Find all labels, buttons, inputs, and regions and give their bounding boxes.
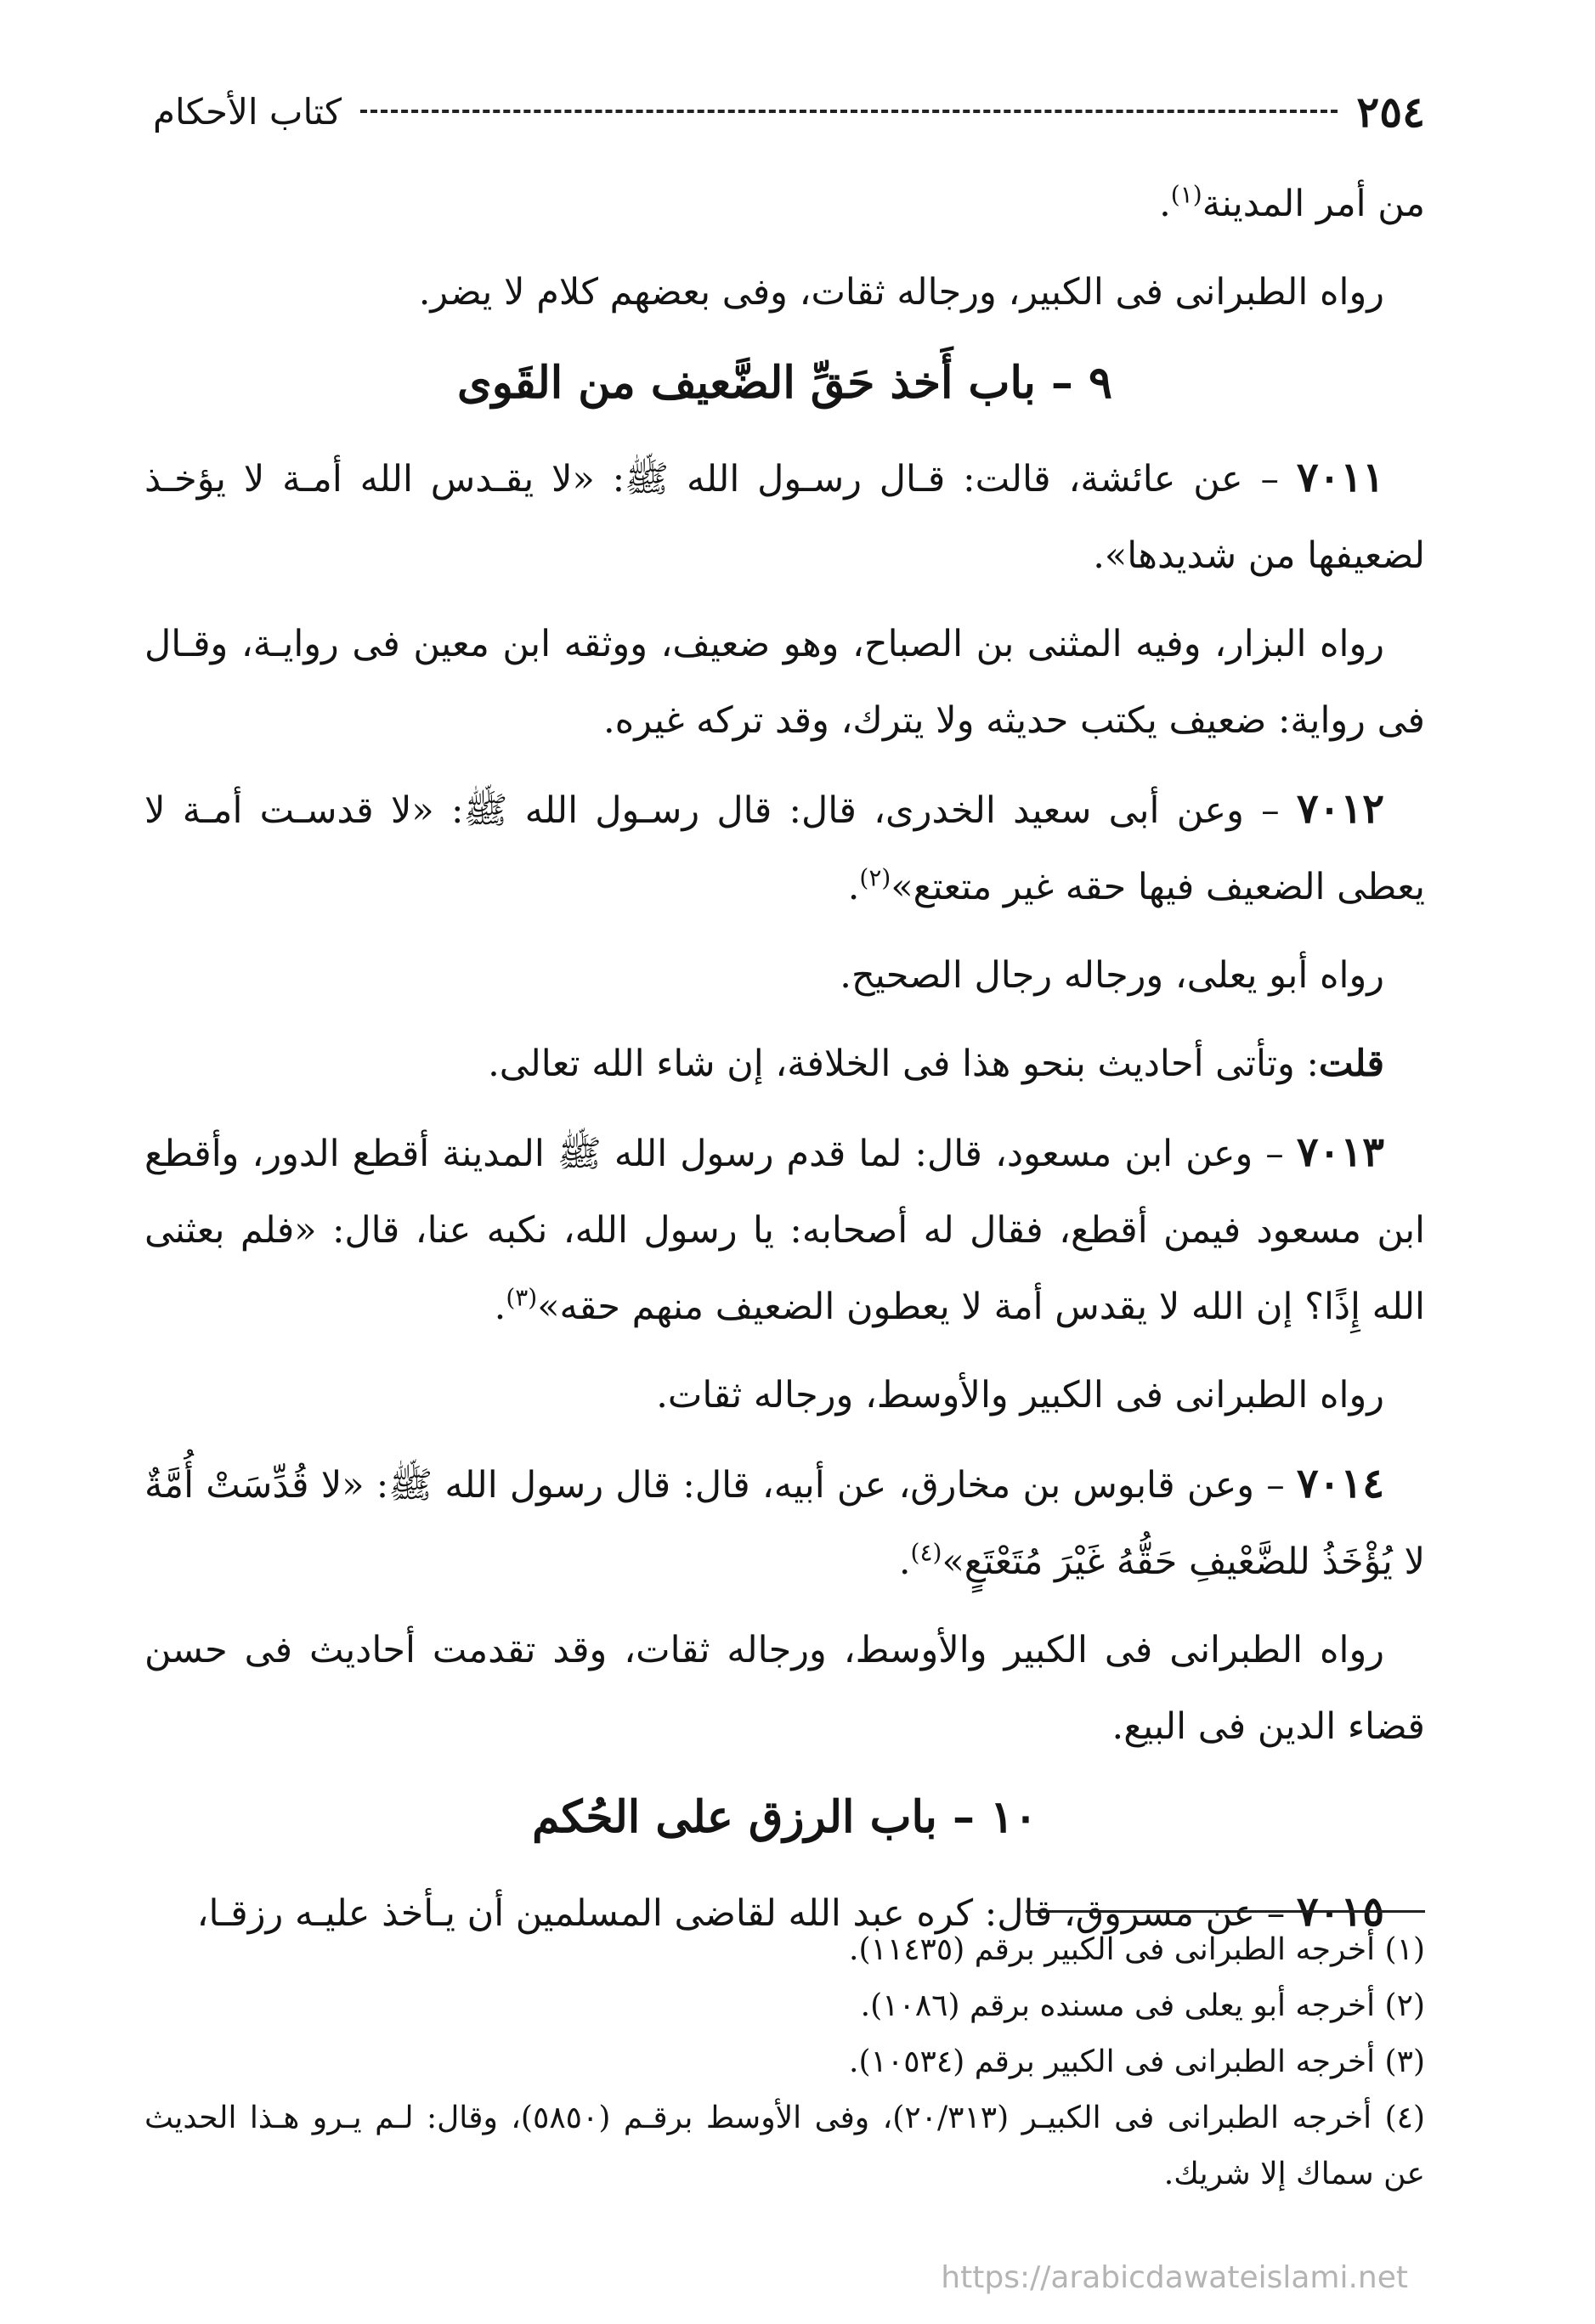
header-dashed-rule <box>360 110 1338 113</box>
paragraph-end: . <box>898 1541 911 1583</box>
footnotes <box>144 1922 1425 2202</box>
footnote-marker: (١) <box>1170 180 1202 209</box>
footnote-separator <box>1026 1910 1425 1913</box>
paragraph <box>144 166 1425 242</box>
paragraph: رواه الطبرانى فى الكبير، ورجاله ثقات، وفى بعضهم كلام لا يضر. <box>418 271 1384 314</box>
book-title: كتاب الأحكام <box>153 90 342 133</box>
hadith-text: – وعن قابوس بن مخارق، عن أبيه، قال: قال رسول الله ﷺ: «لا قُدِّسَتْ أُمَّةٌ لا يُؤْخَذُ للضَّعْيفِ حَقُّهُ غَيْرَ مُتَعْتَعٍ» <box>144 1464 1425 1583</box>
paragraph-text: : وتأتى أحاديث بنحو هذا فى الخلافة، إن شاء الله تعالى. <box>488 1043 1319 1085</box>
paragraph: رواه الطبرانى فى الكبير والأوسط، ورجاله ثقات، وقد تقدمت أحاديث فى حسن قضاء الدين فى البيع. <box>144 1629 1425 1748</box>
hadith-7013 <box>144 1114 1425 1345</box>
hadith-7011 <box>144 439 1425 594</box>
paragraph-end: . <box>1159 183 1171 225</box>
paragraph: رواه أبو يعلى، ورجاله رجال الصحيح. <box>840 954 1384 997</box>
hadith-text: – وعن أبى سعيد الخدرى، قال: قال رسـول الله ﷺ: «لا قدسـت أمـة لا يعطى الضعيف فيها حقه غير متعتع» <box>144 789 1425 908</box>
paragraph-end: . <box>494 1286 506 1328</box>
hadith-number: ٧٠١٢ <box>1296 785 1384 833</box>
footnote-marker: (٤) <box>910 1538 942 1567</box>
hadith-number: ٧٠١١ <box>1296 454 1384 501</box>
section-heading: ٩ – باب أَخذ حَقِّ الضَّعيف من القَوى <box>457 357 1112 409</box>
hadith-number: ٧٠١٤ <box>1296 1460 1384 1507</box>
section-heading: ١٠ – باب الرزق على الحُكم <box>532 1791 1038 1843</box>
paragraph: رواه الطبرانى فى الكبير والأوسط، ورجاله ثقات. <box>656 1374 1384 1416</box>
hadith-7014 <box>144 1445 1425 1600</box>
paragraph: رواه البزار، وفيه المثنى بن الصباح، وهو ضعيف، ووثقه ابن معين فى روايـة، وقـال فى رواية: ضعيف يكتب حديثه ولا يترك، وقد تركه غيره. <box>144 623 1425 742</box>
paragraph-end: . <box>847 866 860 908</box>
running-header <box>153 82 1425 141</box>
footnote-marker: (٣) <box>506 1283 538 1312</box>
footnote-3: (٣) أخرجه الطبرانى فى الكبير برقم (١٠٥٣٤). <box>849 2044 1425 2079</box>
page-number: ٢٥٤ <box>1356 86 1425 137</box>
footnote-1: (١) أخرجه الطبرانى فى الكبير برقم (١١٤٣٥). <box>849 1932 1425 1967</box>
paragraph <box>144 1026 1425 1102</box>
paragraph-text: من أمر المدينة <box>1202 183 1425 225</box>
hadith-number: ٧٠١٥ <box>1296 1888 1384 1936</box>
hadith-text: – عن عائشة، قالت: قـال رسـول الله ﷺ: «لا يقـدس الله أمـة لا يؤخـذ لضعيفها من شديدها». <box>144 458 1425 577</box>
hadith-text: – عن مسروق، قال: كره عبد الله لقاضى المسلمين أن يـأخذ عليـه رزقـا، <box>196 1892 1297 1935</box>
watermark-url: https://arabicdawateislami.net <box>941 2260 1408 2295</box>
hadith-number: ٧٠١٣ <box>1296 1128 1384 1176</box>
hadith-7012 <box>144 771 1425 925</box>
footnote-4: (٤) أخرجه الطبرانى فى الكبيـر (٢٠/٣١٣)، وفى الأوسط برقـم (٥٨٥٠)، وقال: لـم يـرو هـذا الحديث عن سماك إلا شريك. <box>144 2101 1426 2191</box>
hadith-text: – وعن ابن مسعود، قال: لما قدم رسول الله ﷺ المدينة أقطع الدور، وأقطع ابن مسعود فيمن أقطع، فقال له أصحابه: يا رسول الله، نكبه عنا، قال: «فلم بعثنى الله إِذًا؟ إن الله لا يقدس أمة لا يعطون الضعيف منهم حقه» <box>144 1133 1425 1328</box>
qultu-label: قلت <box>1318 1043 1384 1085</box>
footnote-2: (٢) أخرجه أبو يعلى فى مسنده برقم (١٠٨٦). <box>860 1988 1425 2023</box>
footnote-marker: (٢) <box>859 863 891 892</box>
main-text <box>144 166 1425 1964</box>
